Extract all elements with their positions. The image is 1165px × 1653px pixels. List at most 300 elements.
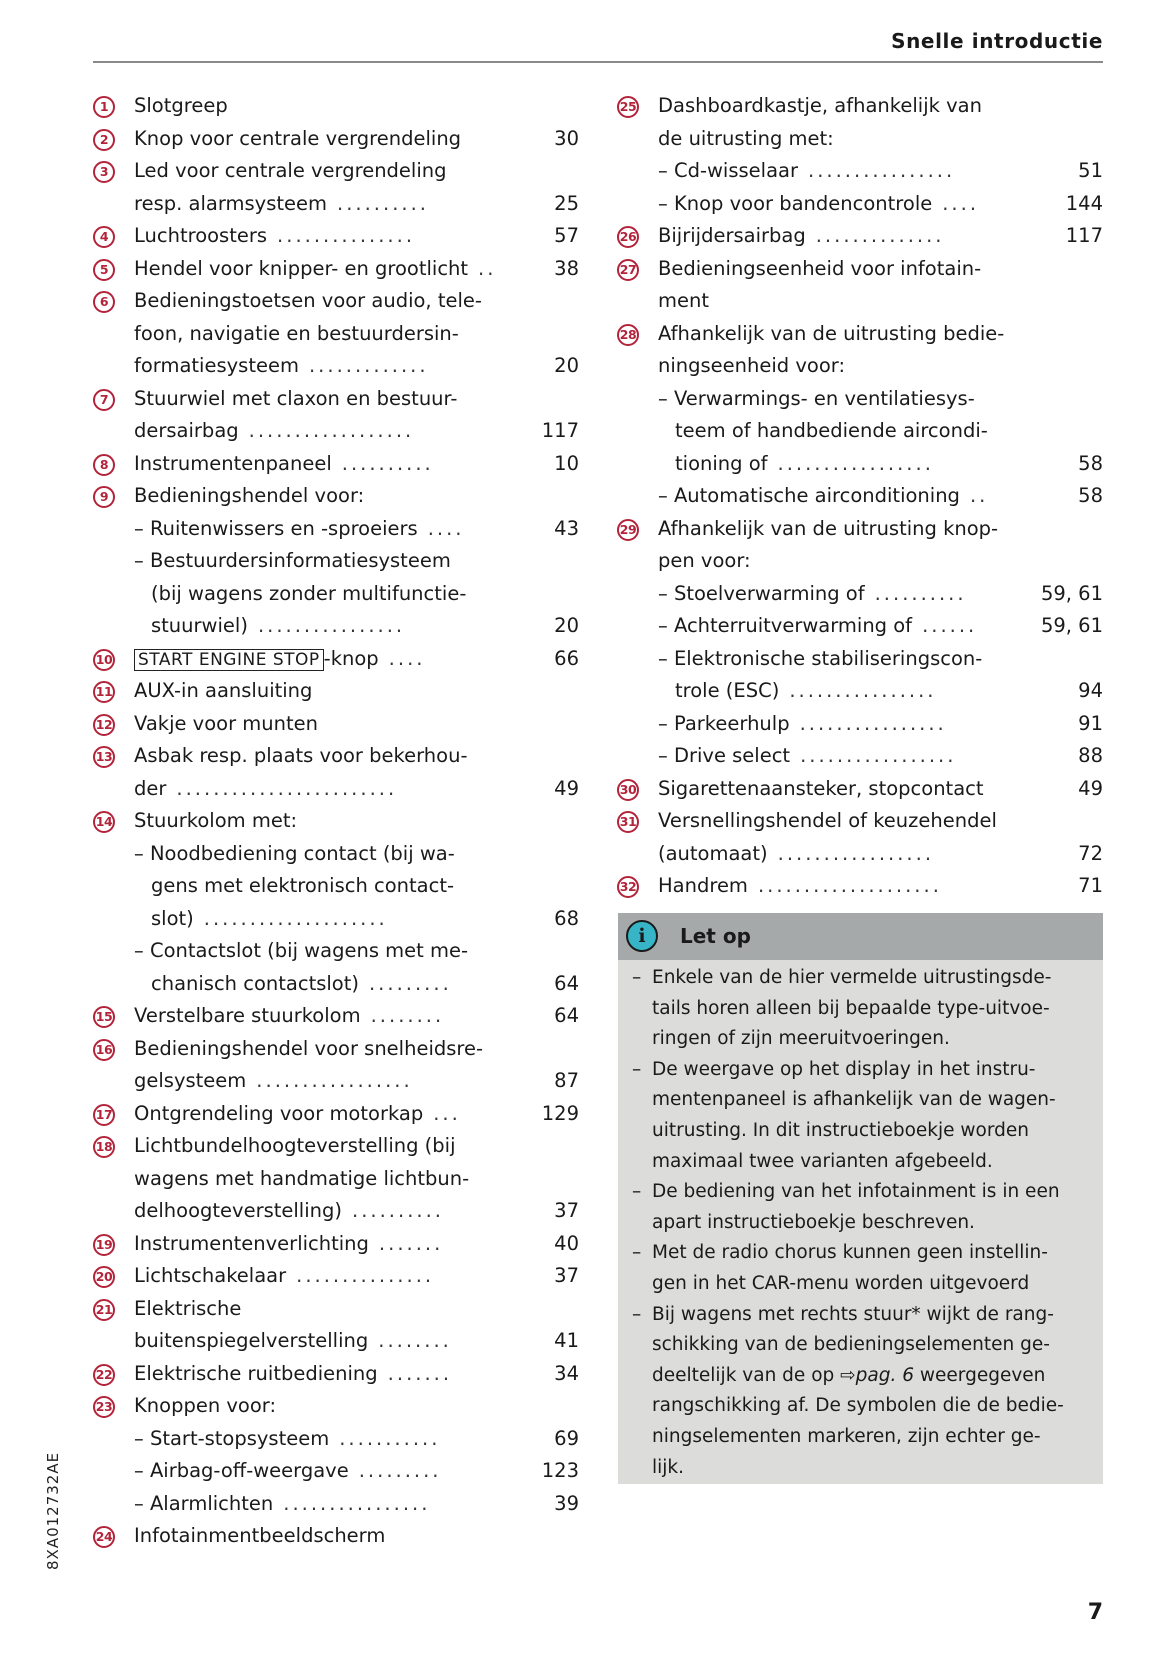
callout-number-icon: 26 — [617, 226, 639, 248]
item-label — [658, 870, 1043, 903]
callout-number-icon: 30 — [617, 779, 639, 801]
leader-dots: ... — [433, 1101, 461, 1125]
item-text: resp. alarmsysteem — [134, 191, 328, 215]
list-item — [617, 285, 1103, 318]
info-icon: i — [626, 920, 658, 952]
item-label — [134, 1033, 519, 1066]
page-reference[interactable]: 66 — [554, 646, 579, 670]
leader-dots: ............... — [296, 1264, 435, 1287]
note-title: Let op — [680, 924, 751, 948]
callout-number-icon: 4 — [93, 226, 115, 248]
page-reference[interactable]: 58 — [1078, 451, 1103, 475]
list-item — [617, 188, 1103, 221]
callout-number-icon: 11 — [93, 681, 115, 703]
item-text: gens met elektronisch contact- — [151, 874, 455, 897]
list-item — [93, 253, 579, 286]
leader-dots: ................. — [777, 451, 934, 475]
item-label — [134, 1228, 519, 1261]
list-item — [93, 1325, 579, 1358]
item-label — [658, 643, 1043, 676]
note-item: – Enkele van de hier vermelde uitrustingsde- tails horen alleen bij bepaalde type-uitvoe- ringen of zijn meeruitvoeringen. — [632, 963, 1093, 1055]
callout-number-icon: 17 — [93, 1104, 115, 1126]
item-text: Afhankelijk van de uitrusting bedie- — [658, 321, 1005, 345]
item-label — [134, 545, 519, 578]
list-item — [617, 708, 1103, 741]
button-label-box: START ENGINE STOP — [134, 649, 324, 671]
item-text: Stuurwiel met claxon en bestuur- — [134, 386, 458, 410]
item-label — [658, 318, 1043, 351]
callout-number-icon: 12 — [93, 714, 115, 736]
item-label — [134, 1488, 519, 1521]
item-text: – Contactslot (bij wagens met me- — [134, 939, 469, 962]
item-text: Lichtbundelhoogteverstelling (bij — [134, 1134, 456, 1157]
list-item — [93, 285, 579, 318]
item-label — [134, 773, 519, 806]
item-label — [658, 480, 1043, 513]
item-label — [134, 383, 519, 416]
leader-dots: .............. — [815, 224, 945, 247]
leader-dots: ................. — [777, 841, 935, 865]
note-item: – De weergave op het display in het instru- mentenpaneel is afhankelijk van de wagen- uitrusting. In dit instructieboekje worden maximaal twee varianten afgebeeld. — [632, 1055, 1093, 1177]
item-text: Afhankelijk van de uitrusting knop- — [658, 516, 999, 540]
page-reference[interactable]: 30 — [554, 126, 579, 150]
list-item — [93, 545, 579, 578]
item-text: -knop — [323, 646, 379, 670]
item-label — [658, 773, 1043, 806]
item-text: Versnellingshendel of keuzehendel — [658, 809, 997, 832]
leader-dots: .... — [427, 516, 465, 540]
leader-dots: ................ — [799, 711, 947, 735]
list-item — [93, 1520, 579, 1553]
list-item — [93, 1195, 579, 1228]
page-reference[interactable]: 37 — [554, 1199, 579, 1222]
item-text: – Cd-wisselaar — [658, 159, 798, 182]
list-item — [93, 350, 579, 383]
item-text: slot) — [151, 906, 194, 930]
page-reference[interactable]: 25 — [554, 191, 579, 215]
page-reference[interactable]: 37 — [554, 1264, 579, 1287]
callout-number-icon: 6 — [93, 291, 115, 313]
item-label — [658, 350, 1043, 383]
list-item — [617, 350, 1103, 383]
item-text: trole (ESC) — [675, 679, 780, 702]
item-label — [134, 708, 519, 741]
list-item — [93, 968, 579, 1001]
item-label — [658, 123, 1043, 156]
item-label — [134, 285, 519, 318]
leader-dots: .................. — [248, 419, 415, 442]
page-reference[interactable]: 51 — [1078, 159, 1103, 182]
note-body — [618, 960, 1103, 1483]
leader-dots: .... — [388, 646, 426, 670]
list-item — [93, 513, 579, 546]
item-label — [134, 448, 519, 481]
item-text: Elektrische — [134, 1296, 242, 1320]
item-text: Hendel voor knipper- en grootlicht — [134, 256, 469, 280]
list-item — [617, 155, 1103, 188]
item-label — [134, 1130, 519, 1163]
page-reference[interactable]: 40 — [554, 1231, 579, 1255]
item-label — [134, 220, 519, 253]
item-text: Instrumentenverlichting — [134, 1231, 369, 1255]
section-title: Snelle introductie — [891, 29, 1103, 53]
list-item — [93, 1390, 579, 1423]
item-label — [675, 415, 1043, 448]
item-text: Elektrische ruitbediening — [134, 1361, 378, 1385]
item-text: Dashboardkastje, afhankelijk van — [658, 94, 982, 117]
item-text: Handrem — [658, 874, 748, 897]
page-reference[interactable]: 91 — [1078, 711, 1103, 735]
page-reference[interactable]: 144 — [1065, 191, 1103, 215]
item-text: chanisch contactslot) — [151, 971, 359, 995]
item-label — [134, 1520, 519, 1553]
page-reference[interactable]: 38 — [554, 256, 579, 280]
item-text: gelsysteem — [134, 1069, 247, 1092]
item-text: – Parkeerhulp — [658, 711, 790, 735]
item-label — [151, 903, 519, 936]
page-link[interactable]: pag. 6 — [855, 1364, 915, 1386]
item-label — [134, 123, 519, 156]
item-text: foon, navigatie en bestuurdersin- — [134, 321, 459, 345]
list-item — [93, 1000, 579, 1033]
item-label — [134, 90, 519, 123]
item-text: Asbak resp. plaats voor bekerhou- — [134, 744, 468, 767]
list-item — [93, 1163, 579, 1196]
item-text: – Achterruitverwarming of — [658, 614, 913, 637]
callout-number-icon: 27 — [617, 259, 639, 281]
leader-dots: .......... — [874, 581, 967, 605]
list-item — [93, 1228, 579, 1261]
callout-number-icon: 23 — [93, 1396, 115, 1418]
item-label — [134, 1293, 519, 1326]
item-text: Lichtschakelaar — [134, 1264, 287, 1287]
item-label — [658, 805, 1043, 838]
item-label — [134, 1000, 519, 1033]
item-text: ningseenheid voor: — [658, 354, 846, 377]
leader-dots: ................ — [283, 1491, 431, 1515]
page-reference[interactable]: 59, 61 — [1040, 614, 1103, 637]
item-label — [658, 383, 1043, 416]
list-item — [93, 1098, 579, 1131]
list-item — [617, 870, 1103, 903]
page-reference[interactable]: 39 — [554, 1491, 579, 1515]
callout-number-icon: 10 — [93, 649, 115, 671]
leader-dots: ....... — [378, 1231, 444, 1255]
leader-dots: .... — [942, 191, 980, 215]
item-label — [134, 188, 519, 221]
item-text: formatiesysteem — [134, 354, 299, 377]
page-reference[interactable]: 64 — [554, 971, 579, 995]
left-column — [93, 90, 579, 1553]
callout-number-icon: 3 — [93, 161, 115, 183]
list-item — [617, 415, 1103, 448]
item-label — [151, 578, 519, 611]
leader-dots: ................ — [257, 614, 406, 637]
item-label — [134, 1358, 519, 1391]
page-reference[interactable]: 20 — [554, 354, 579, 377]
note-item: – Met de radio chorus kunnen geen instellin- gen in het CAR-menu worden uitgevoerd — [632, 1238, 1093, 1299]
note-item: – De bediening van het infotainment is in een apart instructieboekje beschreven. — [632, 1177, 1093, 1238]
page-reference[interactable]: 64 — [554, 1004, 579, 1027]
leader-dots: ............... — [277, 224, 416, 247]
leader-dots: .................... — [757, 874, 942, 897]
callout-number-icon: 29 — [617, 519, 639, 541]
callout-number-icon: 2 — [93, 129, 115, 151]
item-text: AUX-in aansluiting — [134, 679, 313, 702]
item-label — [675, 675, 1043, 708]
item-label — [658, 610, 1043, 643]
item-text: teem of handbediende aircondi- — [675, 419, 988, 442]
item-text: dersairbag — [134, 419, 239, 442]
item-text: – Ruitenwissers en -sproeiers — [134, 516, 418, 540]
item-text: Bedieningshendel voor snelheidsre- — [134, 1036, 484, 1060]
list-item — [93, 675, 579, 708]
item-label — [658, 285, 1043, 318]
callout-number-icon: 5 — [93, 259, 115, 281]
right-column — [617, 90, 1103, 903]
item-label — [134, 740, 519, 773]
item-label — [134, 415, 519, 448]
callout-number-icon: 32 — [617, 876, 639, 898]
item-text: pen voor: — [658, 549, 751, 572]
leader-dots: ................ — [808, 159, 956, 182]
item-label — [658, 545, 1043, 578]
page-reference[interactable]: 117 — [1065, 224, 1103, 247]
item-label — [134, 935, 519, 968]
item-label — [134, 350, 519, 383]
page-reference[interactable]: 41 — [554, 1329, 579, 1352]
leader-dots: .......... — [341, 451, 434, 475]
list-item — [93, 480, 579, 513]
item-text: tioning of — [675, 451, 768, 475]
leader-dots: ........................ — [176, 776, 398, 800]
leader-dots: ......... — [358, 1459, 442, 1482]
item-text: – Elektronische stabiliseringscon- — [658, 646, 983, 670]
item-text: Ontgrendeling voor motorkap — [134, 1101, 424, 1125]
list-item — [93, 740, 579, 773]
arrow-right-icon: ⇨ — [840, 1364, 856, 1386]
list-item — [93, 415, 579, 448]
item-text: Sigarettenaansteker, stopcontact — [658, 776, 984, 800]
list-item — [93, 935, 579, 968]
page-reference[interactable]: 20 — [554, 614, 579, 637]
item-text: de uitrusting met: — [658, 126, 834, 150]
item-label — [151, 610, 519, 643]
callout-number-icon: 25 — [617, 96, 639, 118]
item-text: Luchtroosters — [134, 224, 268, 247]
list-item — [617, 838, 1103, 871]
page-reference[interactable]: 87 — [554, 1069, 579, 1092]
list-item — [93, 1033, 579, 1066]
item-label — [658, 578, 1043, 611]
page-reference[interactable]: 129 — [541, 1101, 579, 1125]
list-item — [617, 610, 1103, 643]
page-reference[interactable]: 34 — [554, 1361, 579, 1385]
list-item — [93, 318, 579, 351]
item-label — [134, 480, 519, 513]
list-item — [93, 1293, 579, 1326]
list-item — [93, 383, 579, 416]
leader-dots: .. — [478, 256, 497, 280]
list-item — [617, 90, 1103, 123]
item-label — [658, 188, 1043, 221]
item-text: (bij wagens zonder multifunctie- — [151, 581, 467, 605]
page-reference[interactable]: 57 — [554, 224, 579, 247]
page-reference[interactable]: 72 — [1078, 841, 1103, 865]
leader-dots: ............. — [308, 354, 429, 377]
list-item — [617, 513, 1103, 546]
item-text: stuurwiel) — [151, 614, 248, 637]
item-label — [134, 1065, 519, 1098]
callout-number-icon: 9 — [93, 486, 115, 508]
item-text: – Alarmlichten — [134, 1491, 274, 1515]
item-text: Bijrijdersairbag — [658, 224, 806, 247]
leader-dots: ......... — [368, 971, 452, 995]
page-reference[interactable]: 43 — [554, 516, 579, 540]
list-item — [93, 1130, 579, 1163]
item-text: Instrumentenpaneel — [134, 451, 332, 475]
item-label — [658, 220, 1043, 253]
page-reference[interactable]: 123 — [541, 1459, 579, 1482]
list-item — [93, 773, 579, 806]
item-text: Bedieningshendel voor: — [134, 484, 365, 507]
item-text: Bedieningseenheid voor infotain- — [658, 256, 982, 280]
leader-dots: ................. — [800, 744, 957, 767]
item-label — [134, 1098, 519, 1131]
callout-number-icon: 8 — [93, 454, 115, 476]
callout-number-icon: 18 — [93, 1136, 115, 1158]
list-item — [93, 90, 579, 123]
item-label — [151, 870, 519, 903]
item-label — [134, 643, 519, 677]
list-item — [93, 643, 579, 676]
item-text: – Automatische airconditioning — [658, 484, 960, 507]
item-label — [658, 838, 1043, 871]
item-text: (automaat) — [658, 841, 768, 865]
item-text: Knoppen voor: — [134, 1394, 277, 1417]
list-item — [617, 545, 1103, 578]
list-item — [617, 383, 1103, 416]
note-box — [618, 913, 1103, 1484]
list-item — [93, 448, 579, 481]
list-item — [93, 805, 579, 838]
item-label — [658, 253, 1043, 286]
item-text: – Drive select — [658, 744, 791, 767]
item-label — [658, 513, 1043, 546]
leader-dots: ........ — [378, 1329, 452, 1352]
callout-number-icon: 22 — [93, 1364, 115, 1386]
list-item — [93, 188, 579, 221]
item-label — [134, 805, 519, 838]
page-reference[interactable]: 59, 61 — [1040, 581, 1103, 605]
page-number: 7 — [1087, 1600, 1103, 1625]
page-reference[interactable]: 58 — [1078, 484, 1103, 507]
list-item — [617, 318, 1103, 351]
callout-number-icon: 28 — [617, 324, 639, 346]
item-label — [134, 253, 519, 286]
item-text: delhoogteverstelling) — [134, 1199, 342, 1222]
list-item — [93, 610, 579, 643]
item-label — [151, 968, 519, 1001]
item-label — [134, 155, 519, 188]
item-label — [134, 838, 519, 871]
item-label — [134, 1423, 519, 1456]
item-label — [134, 1163, 519, 1196]
list-item — [617, 643, 1103, 676]
item-text: – Stoelverwarming of — [658, 581, 865, 605]
list-item — [617, 740, 1103, 773]
item-text: Vakje voor munten — [134, 711, 319, 735]
leader-dots: ...... — [922, 614, 978, 637]
list-item — [93, 870, 579, 903]
item-label — [134, 675, 519, 708]
list-item — [617, 123, 1103, 156]
list-item — [617, 448, 1103, 481]
list-item — [93, 1065, 579, 1098]
item-text: – Noodbediening contact (bij wa- — [134, 841, 455, 865]
list-item — [93, 903, 579, 936]
page-reference[interactable]: 68 — [554, 906, 579, 930]
item-text: – Verwarmings- en ventilatiesys- — [658, 386, 975, 410]
list-item — [617, 773, 1103, 806]
item-label — [134, 1195, 519, 1228]
list-item — [93, 220, 579, 253]
list-item — [93, 708, 579, 741]
leader-dots: ....... — [387, 1361, 453, 1385]
item-text: Stuurkolom met: — [134, 809, 298, 832]
list-item — [93, 1260, 579, 1293]
list-item — [617, 253, 1103, 286]
callout-number-icon: 19 — [93, 1234, 115, 1256]
item-label — [134, 513, 519, 546]
item-label — [134, 1260, 519, 1293]
callout-number-icon: 21 — [93, 1299, 115, 1321]
page-reference[interactable]: 69 — [554, 1426, 579, 1450]
leader-dots: .. — [969, 484, 989, 507]
page-reference[interactable]: 10 — [554, 451, 579, 475]
item-text: wagens met handmatige lichtbun- — [134, 1166, 470, 1190]
list-item — [617, 805, 1103, 838]
item-text: Verstelbare stuurkolom — [134, 1004, 361, 1027]
list-item — [93, 578, 579, 611]
callout-number-icon: 15 — [93, 1006, 115, 1028]
page-reference[interactable]: 49 — [1078, 776, 1103, 800]
leader-dots: ................ — [789, 679, 937, 702]
page-reference[interactable]: 71 — [1078, 874, 1103, 897]
list-item — [93, 838, 579, 871]
item-label — [134, 1455, 519, 1488]
leader-dots: .......... — [352, 1199, 444, 1222]
page-reference[interactable]: 49 — [554, 776, 579, 800]
page-reference[interactable]: 94 — [1078, 679, 1103, 702]
list-item — [617, 578, 1103, 611]
page-reference[interactable]: 117 — [541, 419, 579, 442]
note-header — [618, 913, 1103, 960]
list-item — [93, 1423, 579, 1456]
leader-dots: ........ — [370, 1004, 445, 1027]
callout-number-icon: 31 — [617, 811, 639, 833]
list-item — [617, 220, 1103, 253]
page-reference[interactable]: 88 — [1078, 744, 1103, 767]
list-item — [93, 155, 579, 188]
list-item — [93, 1488, 579, 1521]
callout-number-icon: 1 — [93, 96, 115, 118]
item-label — [134, 1325, 519, 1358]
callout-number-icon: 20 — [93, 1266, 115, 1288]
item-text: – Knop voor bandencontrole — [658, 191, 933, 215]
callout-number-icon: 14 — [93, 811, 115, 833]
item-label — [658, 740, 1043, 773]
